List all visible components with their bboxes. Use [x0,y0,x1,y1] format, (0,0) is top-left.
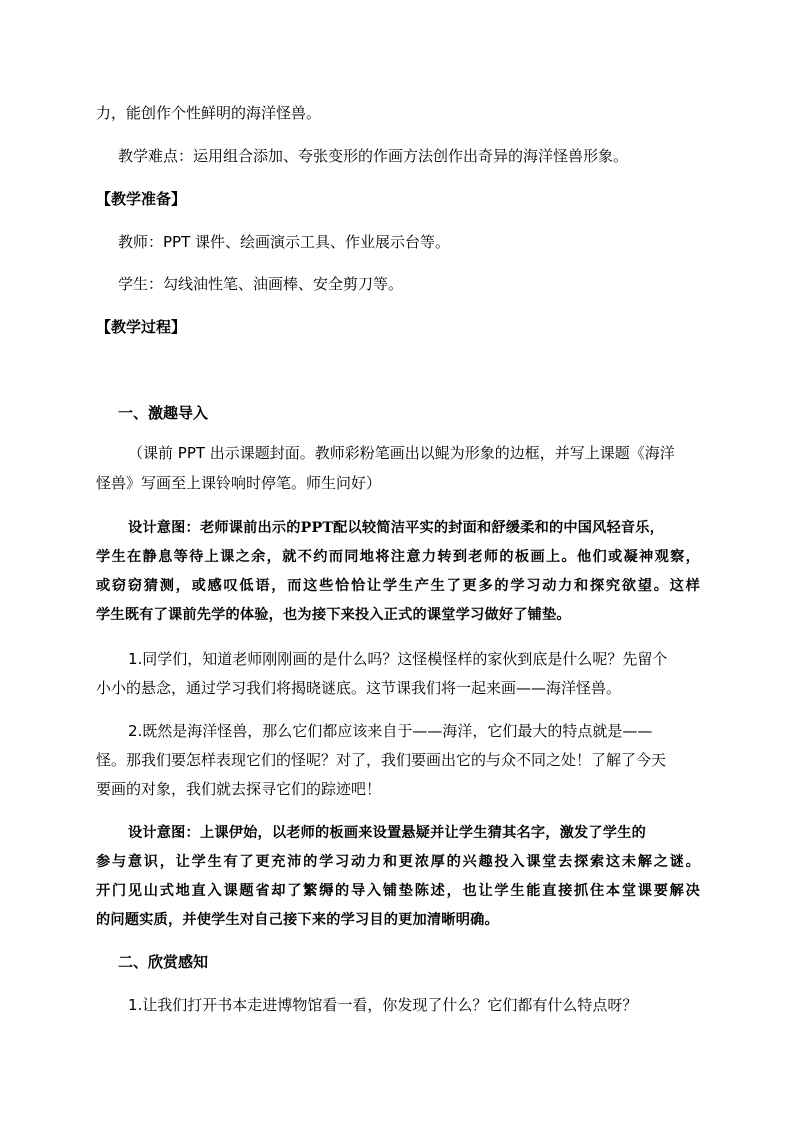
question-line: 小小的悬念，通过学习我们将揭晓谜底。这节课我们将一起来画——海洋怪兽。 [96,679,622,697]
paragraph-line: 要画的对象，我们就去探寻它们的踪迹吧！ [96,780,382,798]
teaching-difficulty: 教学难点：运用组合添加、夸张变形的作画方法创作出奇异的海洋怪兽形象。 [118,147,629,165]
paragraph-line: 2.既然是海洋怪兽，那么它们都应该来自于——海洋，它们最大的特点就是—— [128,722,653,740]
design-intent-line: 或窃窃猜测，或感叹低语，而这些恰恰让学生产生了更多的学习动力和探究欲望。这样 [96,578,700,594]
design-intent-line: 学生既有了课前先学的体验，也为接下来投入正式的课堂学习做好了铺垫。 [96,607,571,623]
design-intent-line: 的问题实质，并使学生对自己接下来的学习目的更加清晰明确。 [96,912,499,928]
design-intent-line: 开门见山式地直入课题省却了繁缛的导入铺垫陈述，也让学生能直接抓住本堂课要解决 [96,883,700,899]
student-materials: 学生：勾线油性笔、油画棒、安全剪刀等。 [118,275,404,293]
step-heading-appreciation: 二、欣赏感知 [118,953,209,971]
paragraph-line: 力，能创作个性鲜明的海洋怪兽。 [96,104,322,122]
design-intent-line: 参与意识，让学生有了更充沛的学习动力和更浓厚的兴趣投入课堂去探索这未解之谜。 [96,854,700,870]
question-line: 1.同学们，知道老师刚刚画的是什么吗？这怪模怪样的家伙到底是什么呢？先留个 [128,650,668,668]
paragraph-line: 怪兽》写画至上课铃响时停笔。师生问好） [96,474,382,492]
section-heading-process: 【教学过程】 [96,318,187,336]
paragraph-line: 怪。那我们要怎样表现它们的怪呢？对了，我们要画出它的与众不同之处！了解了今天 [96,751,667,769]
paragraph-line: （课前 PPT 出示课题封面。教师彩粉笔画出以鲲为形象的边框，并写上课题《海洋 [128,444,675,462]
step-heading-introduction: 一、激趣导入 [118,404,209,422]
design-intent-line: 设计意图：上课伊始，以老师的板画来设置悬疑并让学生猜其名字，激发了学生的 [128,825,646,841]
teacher-materials: 教师：PPT 课件、绘画演示工具、作业展示台等。 [118,233,451,251]
section-heading-preparation: 【教学准备】 [96,190,187,208]
design-intent-line: 学生在静息等待上课之余，就不约而同地将注意力转到老师的板画上。他们或凝神观察， [96,549,700,565]
question-line: 1.让我们打开书本走进博物馆看一看，你发现了什么？它们都有什么特点呀？ [128,996,638,1014]
design-intent-line: 设计意图：老师课前出示的PPT配以较简洁平实的封面和舒缓柔和的中国风轻音乐， [128,520,665,536]
